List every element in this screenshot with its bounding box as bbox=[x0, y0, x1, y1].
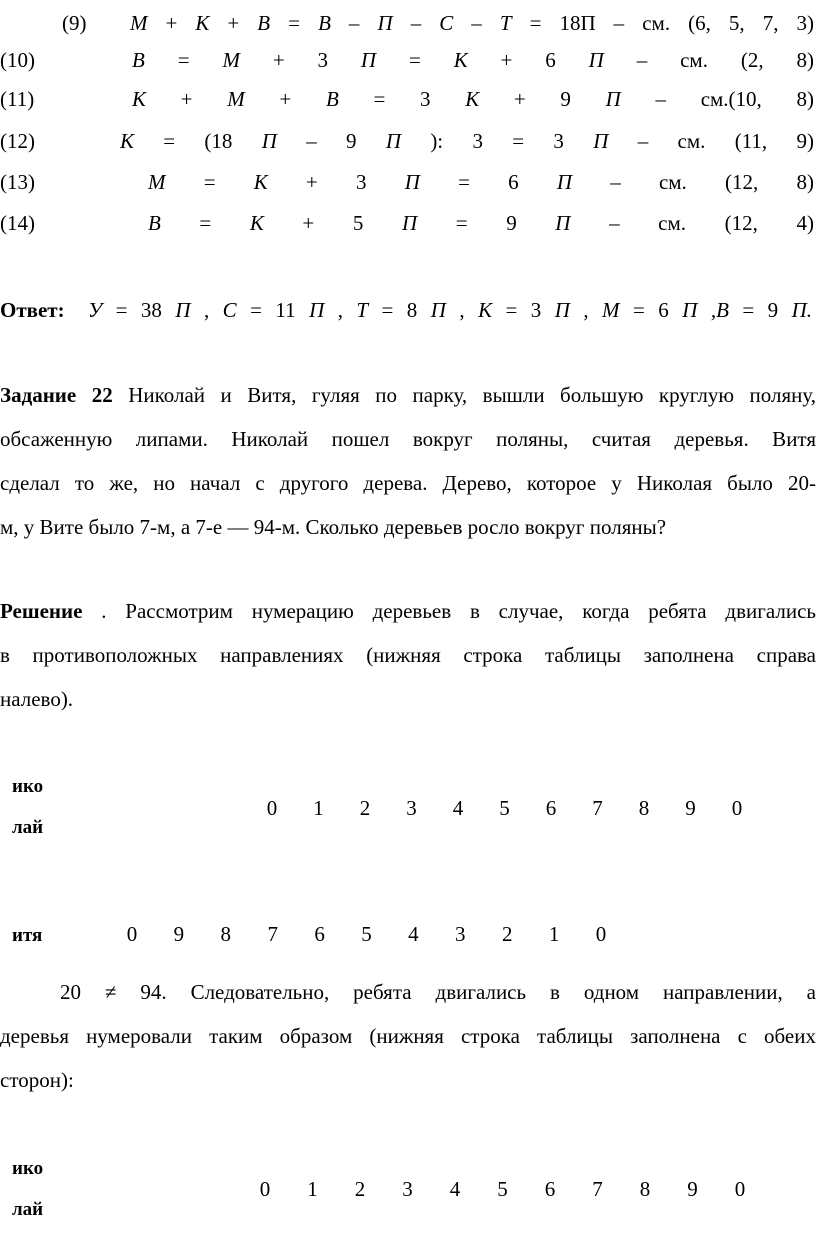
table-cell: 8 bbox=[220, 922, 232, 946]
equation-token: 3 bbox=[472, 129, 483, 153]
equation-token: В bbox=[325, 87, 339, 111]
equation-token: (18 bbox=[204, 129, 233, 153]
task-line: обсаженную липами. Николай пошел вокруг поляны, считая деревья. Витя bbox=[0, 427, 816, 451]
equation-token: С bbox=[439, 11, 454, 35]
answer-token: , bbox=[337, 298, 343, 322]
equation-token: П bbox=[593, 129, 609, 153]
equation-token: = bbox=[163, 129, 176, 153]
equation-token: К bbox=[195, 11, 210, 35]
equation-token: В bbox=[132, 48, 145, 72]
conclusion-line: деревья нумеровали таким образом (нижняя строка таблицы заполнена с обеих bbox=[0, 1024, 816, 1048]
answer-token: П bbox=[430, 298, 446, 322]
equation-token: 5 bbox=[352, 211, 364, 235]
answer-token: = bbox=[505, 298, 518, 322]
answer-token: 6 bbox=[658, 298, 669, 322]
answer-token: 3 bbox=[530, 298, 542, 322]
equation-token: (6, bbox=[688, 11, 711, 35]
answer-token: П bbox=[682, 298, 698, 322]
equation-token: – bbox=[348, 11, 360, 35]
equation-token: П bbox=[385, 129, 401, 153]
nikolay-label-top: ико bbox=[12, 1158, 44, 1179]
table-cell: 5 bbox=[497, 1177, 508, 1201]
equation-token: (12, bbox=[724, 211, 758, 235]
equation-token: П bbox=[555, 211, 571, 235]
answer-token: Т bbox=[356, 298, 369, 322]
equation-token: П bbox=[605, 87, 621, 111]
table-cell: 0 bbox=[595, 922, 607, 946]
table-cell: 4 bbox=[452, 796, 464, 820]
task-line: сделал то же, но начал с другого дерева. Дерево, которое у Николая было 20- bbox=[0, 471, 816, 495]
equation-token: П bbox=[261, 129, 277, 153]
equation-token: М bbox=[222, 48, 240, 72]
equation-token: + bbox=[180, 87, 193, 111]
conclusion-line: сторон): bbox=[0, 1068, 74, 1092]
answer-token: П bbox=[554, 298, 570, 322]
equation-token: (11, bbox=[734, 129, 768, 153]
table-cell: 7 bbox=[592, 1177, 603, 1201]
equation-token: 3 bbox=[355, 170, 367, 194]
answer-token: С bbox=[222, 298, 237, 322]
equation-token: К bbox=[120, 129, 134, 153]
task-line: Задание 22 Николай и Витя, гуляя по парку, вышли большую круглую поляну, bbox=[0, 383, 816, 407]
answer-token: 9 bbox=[767, 298, 779, 322]
table-cell: 7 bbox=[592, 796, 603, 820]
equation-token: см. bbox=[680, 48, 708, 72]
answer-token: , bbox=[203, 298, 210, 322]
equation-token: 4) bbox=[796, 211, 814, 235]
table-cell: 8 bbox=[638, 796, 650, 820]
table-cell: 0 bbox=[734, 1177, 746, 1201]
equation-token: 9 bbox=[346, 129, 357, 153]
solution-line: в противоположных направлениях (нижняя строка таблицы заполнена справа bbox=[0, 643, 816, 667]
table-cell: 5 bbox=[499, 796, 510, 820]
equation-token: = bbox=[408, 48, 421, 72]
equation-token: + bbox=[165, 11, 178, 35]
equation-token: К bbox=[465, 87, 480, 111]
answer-token: , bbox=[459, 298, 465, 322]
equation-number: (9) bbox=[62, 11, 87, 35]
table-cell: 7 bbox=[267, 922, 278, 946]
equation-token: + bbox=[302, 211, 315, 235]
task-label: Задание 22 bbox=[0, 383, 113, 407]
equation-token: + bbox=[500, 48, 513, 72]
equation-number: (12) bbox=[0, 129, 35, 153]
table-cell: 4 bbox=[449, 1177, 461, 1201]
equation-token: = bbox=[288, 11, 301, 35]
answer-token: = bbox=[381, 298, 394, 322]
equation-token: 18П bbox=[559, 11, 596, 35]
answer-token: П bbox=[175, 298, 191, 322]
equation-token: см.(10, bbox=[700, 87, 762, 111]
equation-token: = bbox=[199, 211, 212, 235]
equation-line bbox=[0, 45, 816, 75]
table-cell: 8 bbox=[639, 1177, 651, 1201]
equation-token: 8) bbox=[796, 87, 814, 111]
conclusion-paragraph bbox=[0, 977, 816, 1109]
equation-token: 3 bbox=[553, 129, 564, 153]
table-cell: 6 bbox=[544, 1177, 556, 1201]
equation-token: = bbox=[458, 170, 470, 194]
equation-token: ): bbox=[430, 129, 444, 153]
equation-token: = bbox=[373, 87, 386, 111]
equation-token: 5, bbox=[728, 11, 745, 35]
conclusion-line: 20 ≠ 94. Следовательно, ребята двигались в одном направлении, а bbox=[60, 980, 816, 1004]
table-cell: 3 bbox=[455, 922, 466, 946]
vitya-label: итя bbox=[12, 925, 43, 946]
table-cell: 6 bbox=[545, 796, 557, 820]
equation-token: П bbox=[404, 170, 420, 194]
equation-token: В bbox=[148, 211, 161, 235]
equation-token: П bbox=[401, 211, 418, 235]
table-cell: 1 bbox=[548, 922, 560, 946]
equation-number: (10) bbox=[0, 48, 35, 72]
task-paragraph bbox=[0, 380, 816, 556]
equation-token: (12, bbox=[725, 170, 759, 194]
equation-number: (11) bbox=[0, 87, 35, 111]
table-cell: 2 bbox=[354, 1177, 366, 1201]
table-cell: 9 bbox=[173, 922, 185, 946]
table-cell: 3 bbox=[402, 1177, 413, 1201]
answer-line bbox=[0, 295, 816, 325]
equation-token: К bbox=[249, 211, 264, 235]
equation-token: – bbox=[610, 170, 621, 194]
equation-token: см. bbox=[658, 211, 687, 235]
equation-token: + bbox=[305, 170, 318, 194]
table-cell: 9 bbox=[685, 796, 696, 820]
solution-line: налево). bbox=[0, 687, 74, 711]
equation-number: (14) bbox=[0, 211, 35, 235]
equation-token: В bbox=[318, 11, 331, 35]
equation-token: – bbox=[636, 48, 648, 72]
table-cell: 0 bbox=[266, 796, 278, 820]
equation-token: 9) bbox=[796, 129, 814, 153]
equation-token: + bbox=[513, 87, 526, 111]
solution-line: Решение . Рассмотрим нумерацию деревьев в случае, когда ребята двигались bbox=[0, 599, 816, 623]
answer-token: = bbox=[115, 298, 128, 322]
table-cell: 4 bbox=[408, 922, 419, 946]
equation-token: = bbox=[455, 211, 468, 235]
answer-token: , bbox=[583, 298, 589, 322]
equation-token: 8) bbox=[796, 170, 814, 194]
answer-token: ,В bbox=[710, 298, 729, 322]
equation-token: М bbox=[130, 11, 148, 35]
equation-token: К bbox=[253, 170, 268, 194]
equation-token: 3 bbox=[420, 87, 431, 111]
answer-token: = bbox=[742, 298, 755, 322]
table-cell: 5 bbox=[361, 922, 372, 946]
nikolay-label-top: ико bbox=[12, 776, 44, 797]
equation-token: 3 bbox=[317, 48, 329, 72]
equation-line bbox=[0, 84, 816, 114]
equation-token: 6 bbox=[545, 48, 556, 72]
equation-token: 9 bbox=[506, 211, 517, 235]
table-cell: 1 bbox=[307, 1177, 318, 1201]
task-line: м, у Вите было 7-м, а 7-е — 94-м. Сколько деревьев росло вокруг поляны? bbox=[0, 515, 667, 539]
table-cell: 1 bbox=[313, 796, 324, 820]
equation-token: см. bbox=[658, 170, 687, 194]
equation-token: П bbox=[556, 170, 573, 194]
table-cell: 2 bbox=[359, 796, 371, 820]
equation-token: = bbox=[203, 170, 216, 194]
equation-token: – bbox=[471, 11, 482, 35]
equation-token: – bbox=[637, 129, 649, 153]
table-cell: 0 bbox=[126, 922, 138, 946]
nikolay-label-bottom: лай bbox=[12, 817, 44, 838]
table-cell: 6 bbox=[314, 922, 325, 946]
equation-line bbox=[0, 167, 816, 197]
equation-token: В bbox=[257, 11, 271, 35]
answer-token: 11 bbox=[275, 298, 296, 322]
answer-token: П bbox=[309, 298, 325, 322]
table-cell: 2 bbox=[501, 922, 513, 946]
equation-token: см. bbox=[642, 11, 671, 35]
equation-number: (13) bbox=[0, 170, 35, 194]
table-cell: 0 bbox=[731, 796, 743, 820]
equation-token: 7, bbox=[762, 11, 779, 35]
equation-token: 9 bbox=[560, 87, 571, 111]
equation-token: = bbox=[512, 129, 525, 153]
equation-token: 3) bbox=[796, 11, 814, 35]
answer-token: У bbox=[88, 298, 103, 322]
equation-line bbox=[0, 8, 816, 38]
equation-token: = bbox=[529, 11, 542, 35]
answer-label: Ответ: bbox=[0, 298, 65, 322]
equation-token: – bbox=[613, 11, 625, 35]
equation-token: М bbox=[148, 170, 166, 194]
equation-line bbox=[0, 208, 816, 238]
equation-line bbox=[0, 126, 816, 156]
equation-token: = bbox=[177, 48, 190, 72]
table-cell: 9 bbox=[687, 1177, 698, 1201]
equation-token: + bbox=[279, 87, 292, 111]
equation-token: см. bbox=[677, 129, 706, 153]
equation-token: П bbox=[360, 48, 377, 72]
answer-token: К bbox=[478, 298, 493, 322]
answer-token: М bbox=[602, 298, 620, 322]
equation-token: М bbox=[227, 87, 245, 111]
equation-token: (2, bbox=[740, 48, 764, 72]
equation-token: К bbox=[453, 48, 468, 72]
table-cell: 0 bbox=[259, 1177, 271, 1201]
equation-token: – bbox=[655, 87, 666, 111]
table-cell: 3 bbox=[406, 796, 417, 820]
equation-token: П bbox=[377, 11, 393, 35]
equation-token: 6 bbox=[508, 170, 519, 194]
nikolay-label-bottom: лай bbox=[12, 1199, 44, 1220]
answer-token: = bbox=[250, 298, 262, 322]
answer-token: 38 bbox=[140, 298, 162, 322]
equation-token: 8) bbox=[796, 48, 814, 72]
equation-token: К bbox=[132, 87, 146, 111]
solution-paragraph bbox=[0, 596, 816, 728]
answer-token: = bbox=[632, 298, 645, 322]
equation-token: – bbox=[609, 211, 620, 235]
solution-label: Решение bbox=[0, 599, 83, 623]
equation-token: – bbox=[306, 129, 317, 153]
equation-token: – bbox=[410, 11, 422, 35]
equation-token: + bbox=[272, 48, 285, 72]
answer-token: 8 bbox=[406, 298, 418, 322]
equation-token: + bbox=[227, 11, 240, 35]
equation-token: Т bbox=[499, 11, 512, 35]
answer-token: П. bbox=[791, 298, 812, 322]
equation-token: П bbox=[588, 48, 604, 72]
